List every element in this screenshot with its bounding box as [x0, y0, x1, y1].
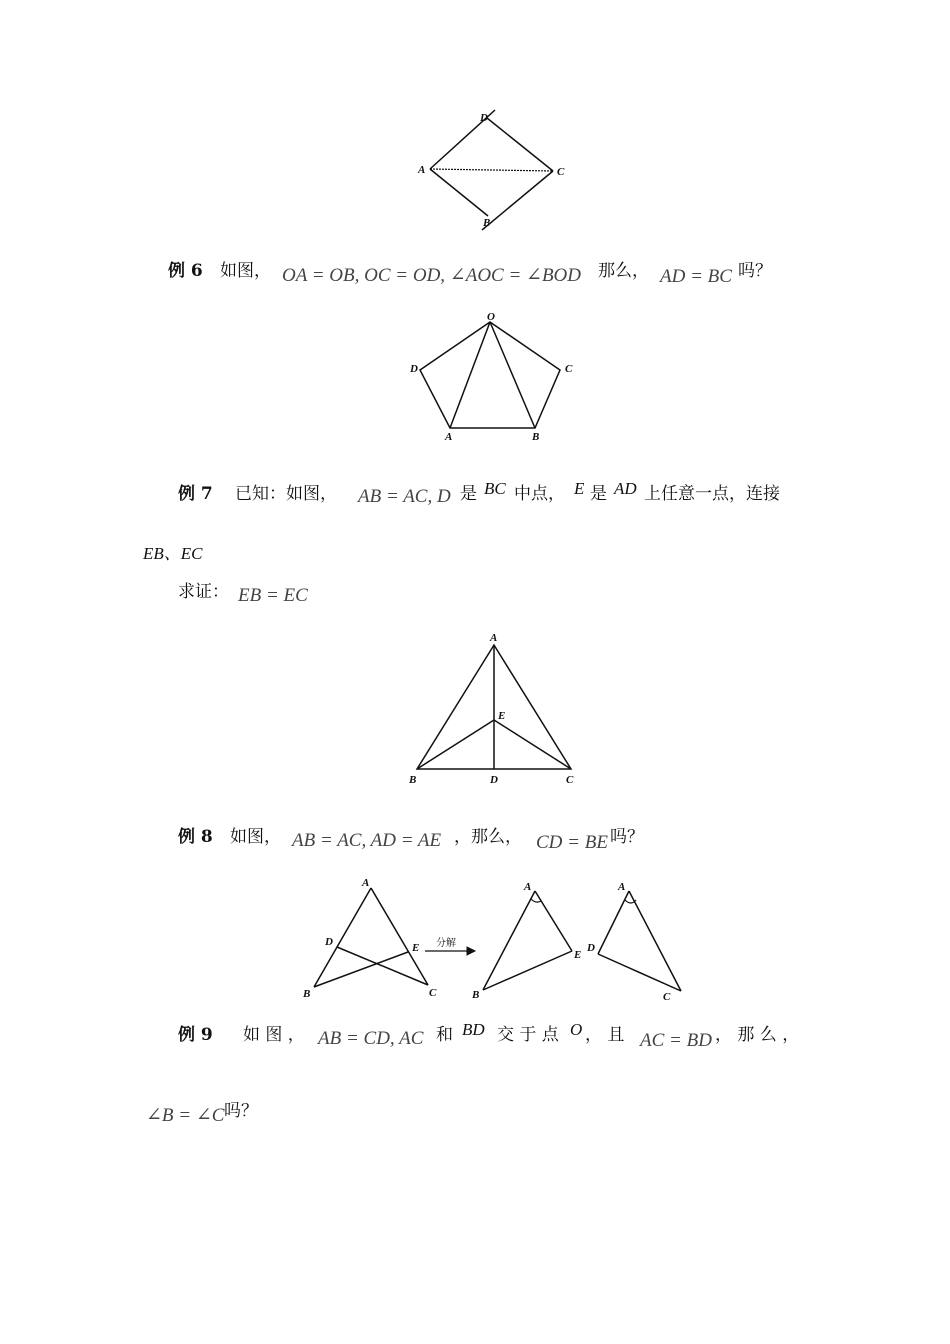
segment-ab [314, 888, 371, 987]
point-label-c-right: C [663, 991, 671, 1003]
example-6-question: AD = BC [660, 266, 732, 287]
example-7-given: AB = AC, D [358, 486, 451, 507]
example-9-given: AB = CD, AC [318, 1028, 424, 1049]
point-label-b: B [532, 431, 540, 443]
figure-quadrilateral-adcb [410, 108, 570, 233]
segment-ad-part [598, 891, 629, 954]
point-label-b: B [409, 774, 417, 786]
point-label-c: C [565, 363, 573, 375]
point-label-a-right: A [618, 881, 626, 893]
point-label-a: A [445, 431, 453, 443]
example-7-prove-statement: EB = EC [238, 585, 308, 606]
figure-decomposition [295, 874, 695, 1004]
example-9-var-bd: BD [462, 1020, 485, 1039]
segment-ec [494, 720, 571, 769]
example-9-question: ∠B = ∠C [146, 1105, 225, 1126]
example-9-text3: ， 且 [585, 1025, 625, 1045]
point-label-d-right: D [587, 942, 595, 954]
figure-pentagon-odabc [405, 308, 585, 448]
example-8-question: CD = BE [536, 832, 608, 853]
example-9-text4: ， 那 么 ， [715, 1025, 800, 1045]
segment-eb-part [483, 951, 572, 990]
pentagon-outline [420, 322, 560, 428]
example-7-line2: EB、EC [143, 544, 203, 563]
example-6-label: 例 6 [168, 261, 203, 281]
example-7-text4: 上任意一点，连接 [644, 484, 780, 504]
example-9-tail: 吗？ [224, 1101, 258, 1121]
example-9-var-o: O [570, 1020, 583, 1039]
example-8-given: AB = AC, AD = AE [292, 830, 442, 851]
example-9-text2: 交 于 点 [497, 1025, 559, 1045]
point-label-c: C [557, 166, 565, 178]
segment-dc [487, 118, 553, 171]
point-label-e-middle: E [574, 949, 582, 961]
segment-oa [450, 322, 490, 428]
decompose-arrow-head [467, 947, 475, 955]
example-7-lead: 已知：如图， [235, 484, 337, 504]
point-label-e: E [498, 710, 506, 722]
example-9-condition: AC = BD [640, 1030, 712, 1051]
point-label-o: O [487, 311, 495, 323]
segment-ab [430, 169, 488, 216]
segment-ac [371, 888, 428, 985]
point-label-a-middle: A [524, 881, 532, 893]
segment-ae [535, 891, 572, 951]
example-7-text2: 中点， [514, 484, 565, 504]
point-label-c: C [566, 774, 574, 786]
example-6-mid: 那么， [598, 261, 649, 281]
example-6-lead: 如图， [220, 261, 271, 281]
example-9-label: 例 9 [178, 1025, 213, 1045]
example-7-var-e: E [574, 479, 585, 498]
example-9-text1: 和 [436, 1025, 453, 1045]
example-8-tail: 吗？ [610, 827, 644, 847]
segment-ab-part [483, 891, 535, 990]
point-label-d: D [490, 774, 498, 786]
example-6-tail: 吗？ [738, 261, 772, 281]
segment-eb [417, 720, 494, 769]
point-label-e: E [412, 942, 420, 954]
figure-triangle-abc-median [400, 628, 590, 790]
example-9-lead: 如 图 ， [243, 1025, 305, 1045]
point-label-a: A [490, 632, 498, 644]
segment-cb-extended [482, 171, 553, 230]
point-label-a: A [418, 164, 426, 176]
segment-dc-part [598, 954, 681, 991]
example-7-var-ad: AD [614, 479, 637, 498]
decompose-arrow-text: 分解 [436, 938, 456, 949]
example-7-text1: 是 [460, 484, 477, 504]
point-label-a: A [362, 877, 370, 889]
point-label-b: B [483, 217, 491, 229]
point-label-d: D [480, 112, 488, 124]
point-label-b: B [303, 988, 311, 1000]
example-7-prove-label: 求证： [178, 582, 229, 602]
point-label-c: C [429, 987, 437, 999]
example-8-lead: 如图， [230, 827, 281, 847]
example-6-given: OA = OB, OC = OD, ∠AOC = ∠BOD [282, 265, 581, 286]
example-7-text3: 是 [590, 484, 607, 504]
example-7-label: 例 7 [178, 484, 213, 504]
point-label-d: D [325, 936, 333, 948]
point-label-b-middle: B [472, 989, 480, 1001]
segment-ac-part [629, 891, 681, 991]
example-8-label: 例 8 [178, 827, 213, 847]
segment-ac-dashed [430, 169, 553, 171]
example-8-mid: ，那么， [454, 827, 522, 847]
example-7-var-bc: BC [484, 479, 506, 498]
point-label-d: D [410, 363, 418, 375]
